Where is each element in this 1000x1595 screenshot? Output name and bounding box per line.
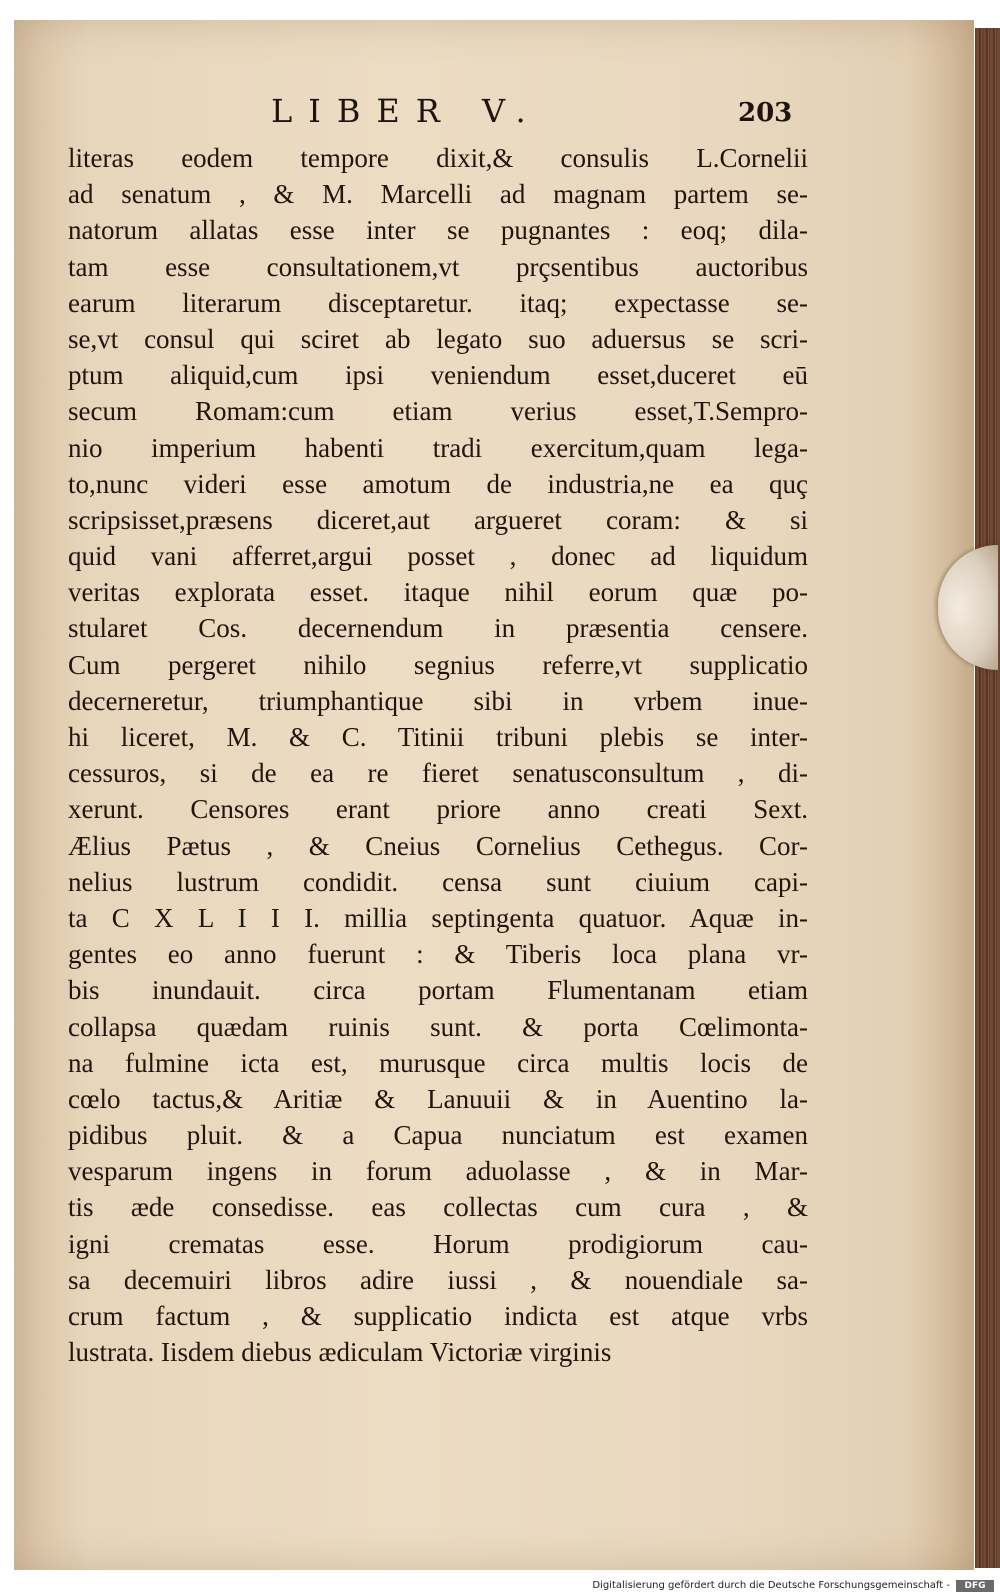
text-line: collapsa quædam ruinis sunt. & porta Cœlimonta-	[68, 1011, 808, 1042]
text-line: nio imperium habenti tradi exercitum,quam lega-	[68, 432, 808, 463]
running-head	[14, 92, 974, 140]
body-text	[68, 140, 808, 1370]
dfg-logo: DFG	[956, 1580, 994, 1592]
text-line: ptum aliquid,cum ipsi veniendum esset,duceret eū	[68, 360, 808, 391]
text-line: se,vt consul qui sciret ab legato suo aduersus se scri-	[68, 323, 808, 354]
text-line: natorum allatas esse inter se pugnantes : eoq; dila-	[68, 215, 808, 246]
text-line: bis inundauit. circa portam Flumentanam etiam	[68, 975, 808, 1006]
text-line: veritas explorata esset. itaque nihil eorum quæ po-	[68, 577, 808, 608]
text-line: to,nunc videri esse amotum de industria,ne ea quç	[68, 468, 808, 499]
text-line: na fulmine icta est, murusque circa multis locis de	[68, 1047, 808, 1078]
text-line: tis æde consedisse. eas collectas cum cura , &	[68, 1192, 808, 1223]
book-page	[14, 20, 974, 1570]
running-head-title: LIBER V.	[271, 92, 542, 130]
text-line: gentes eo anno fuerunt : & Tiberis loca plana vr-	[68, 939, 808, 970]
text-line: literas eodem tempore dixit,& consulis L.Cornelii	[68, 143, 808, 173]
text-line: Cum pergeret nihilo segnius referre,vt supplicatio	[68, 649, 808, 680]
text-line: stularet Cos. decernendum in præsentia censere.	[68, 613, 808, 644]
text-line: vesparum ingens in forum aduolasse , & in Mar-	[68, 1156, 808, 1187]
text-line: lustrata. Iisdem diebus ædiculam Victoriæ virginis	[68, 1337, 612, 1368]
text-line: pidibus pluit. & a Capua nunciatum est examen	[68, 1120, 808, 1151]
text-line: earum literarum disceptaretur. itaq; expectasse se-	[68, 287, 808, 318]
text-line: Ælius Pætus , & Cneius Cornelius Cethegus. Cor-	[68, 830, 808, 861]
footer-credit: Digitalisierung gefördert durch die Deutsche Forschungsgemeinschaft -	[592, 1580, 950, 1591]
text-line: ad senatum , & M. Marcelli ad magnam partem se-	[68, 179, 808, 210]
text-line: hi liceret, M. & C. Titinii tribuni plebis se inter-	[68, 722, 808, 752]
text-line: quid vani afferret,argui posset , donec ad liquidum	[68, 541, 808, 572]
text-line: scripsisset,præsens diceret,aut argueret coram: & si	[68, 504, 808, 535]
text-line: cessuros, si de ea re fieret senatusconsultum , di-	[68, 758, 808, 789]
text-line: secum Romam:cum etiam verius esset,T.Sempro-	[68, 396, 808, 427]
page-number: 203	[738, 98, 793, 128]
footer-bar	[0, 1578, 1000, 1595]
text-line: crum factum , & supplicatio indicta est atque vrbs	[68, 1301, 808, 1331]
text-line: xerunt. Censores erant priore anno creati Sext.	[68, 794, 808, 825]
text-line: sa decemuiri libros adire iussi , & nouendiale sa-	[68, 1264, 808, 1295]
text-line: cœlo tactus,& Aritiæ & Lanuuii & in Auentino la-	[68, 1083, 808, 1114]
text-line: decerneretur, triumphantique sibi in vrbem inue-	[68, 685, 808, 716]
text-line: igni crematas esse. Horum prodigiorum cau-	[68, 1228, 808, 1259]
text-line: nelius lustrum condidit. censa sunt ciuium capi-	[68, 866, 808, 897]
text-line: ta C X L I I I. millia septingenta quatuor. Aquæ in-	[68, 902, 808, 933]
text-line: tam esse consultationem,vt prçsentibus auctoribus	[68, 251, 808, 282]
page-edge	[975, 28, 1000, 1568]
